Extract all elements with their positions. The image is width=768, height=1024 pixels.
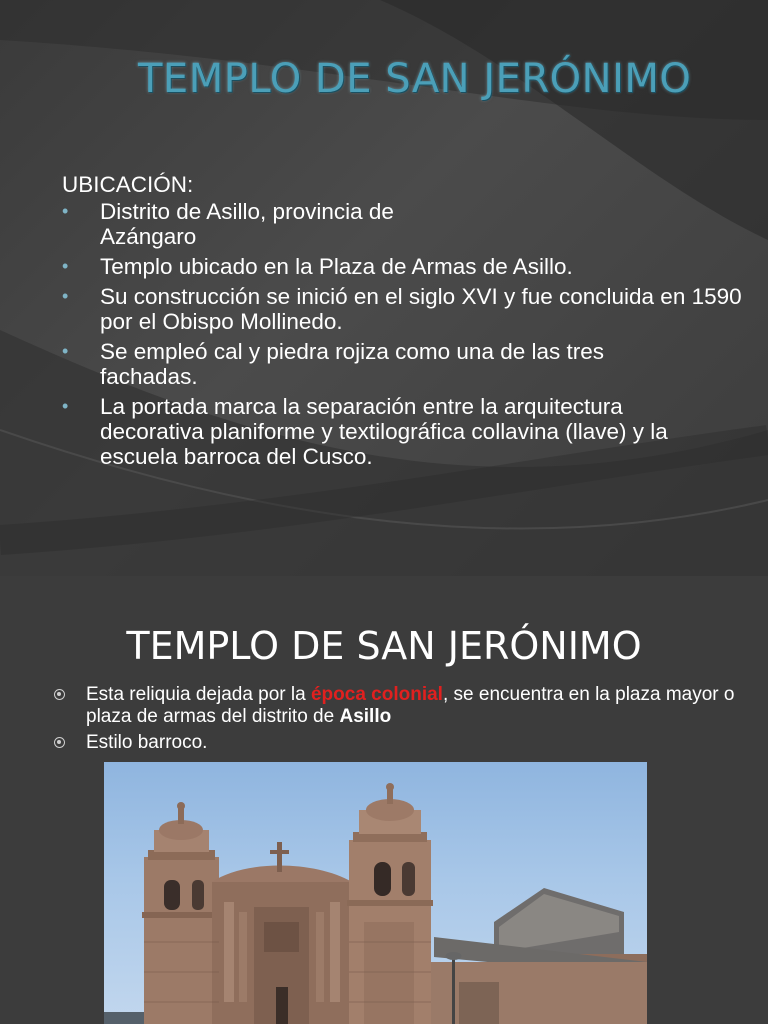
slide-2 bbox=[0, 576, 768, 1024]
bold-text: Asillo bbox=[339, 706, 392, 727]
bullet-icon: • bbox=[62, 396, 69, 416]
list-item: • Distrito de Asillo, provincia de Azángaro bbox=[62, 199, 394, 249]
slide-1-title: TEMPLO DE SAN JERÓNIMO bbox=[138, 56, 692, 102]
list-item: • Se empleó cal y piedra rojiza como una de las tres fachadas. bbox=[62, 339, 605, 389]
circle-bullet-icon bbox=[54, 689, 65, 700]
bullet-icon: • bbox=[62, 341, 69, 361]
circle-bullet-icon bbox=[54, 737, 65, 748]
bullet-icon: • bbox=[62, 256, 69, 276]
slide-2-bullet-list bbox=[54, 684, 754, 758]
location-heading: UBICACIÓN: bbox=[62, 172, 194, 197]
bullet-icon: • bbox=[62, 201, 69, 221]
location-bullet-list bbox=[62, 199, 742, 469]
list-item: Esta reliquia dejada por la época colonial, se encuentra en la plaza mayor o plaza de armas del distrito de Asillo bbox=[54, 684, 754, 728]
list-item: • Templo ubicado en la Plaza de Armas de Asillo. bbox=[62, 254, 573, 279]
highlight-text: época colonial bbox=[310, 684, 443, 705]
list-item: • La portada marca la separación entre la arquitectura decorativa planiforme y textilográfica collavina (llave) y la escuela barroca del Cusco. bbox=[62, 394, 668, 469]
slide-2-title: TEMPLO DE SAN JERÓNIMO bbox=[126, 624, 642, 668]
list-item: • Su construcción se inició en el siglo XVI y fue concluida en 1590 por el Obispo Mollinedo. bbox=[62, 284, 742, 334]
list-item: Estilo barroco. bbox=[54, 732, 754, 754]
slide-1-content bbox=[62, 172, 742, 474]
bullet-icon: • bbox=[62, 286, 69, 306]
church-illustration bbox=[104, 762, 647, 1024]
church-photo bbox=[104, 762, 647, 1024]
